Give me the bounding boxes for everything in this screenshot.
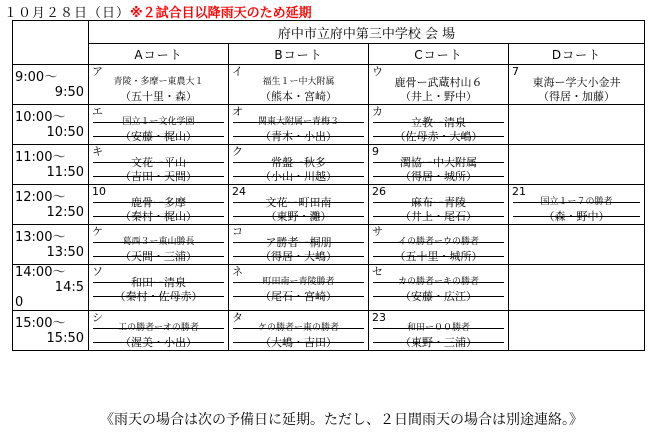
referees: （佐母赤・大嶋） [394, 130, 483, 143]
game-id: セ [372, 265, 383, 278]
game-id: ク [232, 145, 243, 158]
game-id: イ [232, 65, 243, 78]
game-id: 21 [512, 185, 526, 198]
match-teams: 町田南ー青陵勝者 [262, 277, 335, 287]
match-cell [369, 185, 509, 225]
game-id: カ [372, 105, 383, 118]
match-teams: 立教ー清泉 [411, 116, 466, 129]
end-time-wrap: 0 [15, 295, 24, 310]
postponed-strikethrough [233, 282, 364, 283]
date-label: １０月２８日（日） [4, 6, 131, 21]
referees: （森・野中） [543, 210, 610, 223]
postponed-strikethrough [233, 296, 364, 297]
match-teams: ケの勝者ー東の勝者 [257, 323, 339, 333]
postponed-strikethrough [373, 296, 504, 297]
postponed-strikethrough [93, 256, 224, 257]
match-cell [509, 65, 645, 105]
referees: （吉田・天間） [120, 170, 197, 183]
match-cell [89, 265, 229, 311]
empty-match-cell [509, 225, 645, 265]
venue-row [13, 21, 645, 44]
game-id: ネ [232, 265, 243, 278]
postponed-strikethrough [373, 328, 504, 329]
postponed-strikethrough [233, 162, 364, 163]
postponed-strikethrough [233, 176, 364, 177]
postponed-strikethrough [93, 328, 224, 329]
empty-match-cell [509, 311, 645, 351]
match-cell [369, 225, 509, 265]
empty-match-cell [509, 105, 645, 145]
postponed-strikethrough [233, 256, 364, 257]
game-id: 23 [372, 311, 386, 324]
match-teams: カの勝者ーキの勝者 [397, 277, 479, 287]
match-cell [229, 225, 369, 265]
end-time: 10:50 [46, 124, 84, 140]
postponed-strikethrough [93, 216, 224, 217]
time-slot-row [13, 185, 645, 225]
match-teams: 文花ー平山 [131, 156, 186, 169]
postponed-strikethrough [373, 256, 504, 257]
time-slot-row [13, 311, 645, 351]
empty-match-cell [509, 265, 645, 311]
game-id: ウ [372, 65, 383, 78]
match-cell [369, 265, 509, 311]
time-cell [13, 145, 89, 185]
start-time: 11:00～ [15, 149, 66, 165]
postponed-strikethrough [373, 136, 504, 137]
referees: （小山・川越） [260, 170, 337, 183]
match-teams: 国立１ー７の勝者 [540, 197, 613, 207]
game-id: オ [232, 105, 243, 118]
match-cell [369, 311, 509, 351]
match-teams: イの勝者ーウの勝者 [397, 237, 479, 247]
game-id: サ [372, 225, 383, 238]
match-teams: 和田ー００勝者 [406, 323, 470, 333]
time-cell [13, 105, 89, 145]
match-teams: 国立１ー文化学園 [122, 117, 195, 127]
postponed-strikethrough [233, 342, 364, 343]
time-cell [13, 311, 89, 351]
court-c-header: Cコート [369, 44, 509, 65]
end-time: 12:50 [46, 204, 84, 220]
match-teams: 麻布ー青陵 [411, 196, 466, 209]
court-a-header: Aコート [89, 44, 229, 65]
referees: （秦村・梶山） [120, 210, 197, 223]
game-id: ソ [92, 265, 103, 278]
postponed-strikethrough [93, 282, 224, 283]
referees: （五十里・森） [120, 90, 197, 103]
referees: （五十里・城所） [394, 250, 483, 263]
match-cell [369, 65, 509, 105]
game-id: 9 [372, 145, 379, 158]
postponed-strikethrough [373, 162, 504, 163]
schedule-body [13, 21, 645, 351]
postponed-strikethrough [93, 342, 224, 343]
postponed-strikethrough [373, 122, 504, 123]
game-id: 26 [372, 185, 386, 198]
end-time: 14:5 [54, 280, 84, 295]
game-id: タ [232, 311, 243, 324]
referees: （青木・小出） [260, 130, 337, 143]
postponed-strikethrough [373, 176, 504, 177]
game-id: エ [92, 105, 103, 118]
postponed-strikethrough [93, 176, 224, 177]
time-cell [13, 265, 89, 311]
match-teams: 濁協ー中大附属 [400, 156, 477, 169]
match-teams: 常盤ー秋多 [271, 156, 326, 169]
end-time: 13:50 [46, 244, 84, 260]
postponed-strikethrough [93, 296, 224, 297]
end-time: 9:50 [54, 84, 84, 100]
match-teams: 和田ー清泉 [131, 276, 186, 289]
match-cell [89, 65, 229, 105]
footer-note: 《雨天の場合は次の予備日に延期。ただし、２日間雨天の場合は別途連絡。》 [100, 412, 583, 428]
time-slot-row [13, 225, 645, 265]
start-time: 12:00～ [15, 189, 66, 205]
postponed-strikethrough [93, 162, 224, 163]
match-cell [229, 65, 369, 105]
header [4, 2, 312, 21]
referees: （秦村・佐母赤） [114, 290, 203, 303]
referees: （大嶋・吉田） [260, 336, 337, 349]
time-slot-row [13, 105, 645, 145]
match-teams: 葛西３ー東山勝長 [122, 237, 195, 247]
referees: （得居・加藤） [538, 90, 615, 103]
match-cell [229, 265, 369, 311]
match-cell [369, 105, 509, 145]
start-time: 14:00～ [15, 265, 66, 280]
time-cell [13, 185, 89, 225]
referees: （安藤・梶山） [120, 130, 197, 143]
match-cell [89, 105, 229, 145]
match-teams: 鹿骨ー武蔵村山６ [394, 76, 483, 89]
time-cell [13, 225, 89, 265]
time-slot-row [13, 65, 645, 105]
match-teams: ア勝者ー桐朋 [265, 236, 332, 249]
end-time: 15:50 [46, 330, 84, 346]
match-cell [89, 145, 229, 185]
postponed-strikethrough [93, 202, 224, 203]
game-id: シ [92, 311, 103, 324]
time-slot-row [13, 265, 645, 311]
postponed-strikethrough [233, 136, 364, 137]
game-id: ア [92, 65, 103, 78]
court-d-header: Dコート [509, 44, 645, 65]
match-teams: 東海ー学大小金井 [532, 76, 621, 89]
postponed-strikethrough [373, 342, 504, 343]
referees: （尾石・宮崎） [260, 290, 337, 303]
start-time: 13:00～ [15, 229, 66, 245]
postponed-strikethrough [233, 202, 364, 203]
match-cell [509, 185, 645, 225]
postponed-strikethrough [93, 136, 224, 137]
postponed-strikethrough [373, 242, 504, 243]
rain-notice: ※２試合目以降雨天のため延期 [130, 6, 312, 21]
match-teams: 青陵・多摩ー東農大１ [113, 77, 204, 87]
referees: （熊本・宮崎） [260, 90, 337, 103]
referees: （得居・城所） [400, 170, 477, 183]
match-cell [369, 145, 509, 185]
empty-match-cell [509, 145, 645, 185]
game-id: 7 [512, 65, 519, 78]
match-cell [229, 311, 369, 351]
referees: （東野・三浦） [400, 336, 477, 349]
game-id: キ [92, 145, 103, 158]
start-time: 15:00～ [15, 315, 66, 331]
referees: （安藤・広江） [400, 290, 477, 303]
game-id: 10 [92, 185, 106, 198]
game-id: 24 [232, 185, 246, 198]
corner-cell [13, 21, 89, 65]
postponed-strikethrough [373, 216, 504, 217]
postponed-strikethrough [93, 242, 224, 243]
match-teams: 福生１ー中大附属 [262, 77, 335, 87]
venue-title: 府中市立府中第三中学校 会 場 [89, 21, 645, 44]
match-cell [89, 225, 229, 265]
game-id: ケ [92, 225, 103, 238]
referees: （得居・大嶋） [260, 250, 337, 263]
postponed-strikethrough [233, 242, 364, 243]
end-time: 11:50 [46, 164, 84, 180]
postponed-strikethrough [373, 202, 504, 203]
match-cell [89, 311, 229, 351]
referees: （井上・野中） [400, 90, 477, 103]
match-cell [229, 105, 369, 145]
time-slot-row [13, 145, 645, 185]
postponed-strikethrough [233, 216, 364, 217]
match-teams: 関東大附属ー青梅３ [257, 117, 339, 127]
match-cell [229, 145, 369, 185]
match-teams: 工の勝者ーオの勝者 [118, 323, 199, 333]
schedule-table [12, 20, 645, 351]
postponed-strikethrough [233, 328, 364, 329]
referees: （東野・灘） [265, 210, 332, 223]
referees: （井上・尾石） [400, 210, 477, 223]
start-time: 10:00～ [15, 109, 66, 125]
court-b-header: Bコート [229, 44, 369, 65]
match-teams: 鹿骨ー多摩 [131, 196, 186, 209]
game-id: コ [232, 225, 243, 238]
postponed-strikethrough [93, 122, 224, 123]
start-time: 9:00～ [15, 69, 58, 85]
match-cell [89, 185, 229, 225]
referees: （渥美・小出） [120, 336, 197, 349]
match-teams: 文花ー町田南 [265, 196, 332, 209]
postponed-strikethrough [233, 122, 364, 123]
time-cell [13, 65, 89, 105]
postponed-strikethrough [513, 202, 640, 203]
match-cell [229, 185, 369, 225]
postponed-strikethrough [513, 216, 640, 217]
postponed-strikethrough [373, 282, 504, 283]
courts-row [13, 44, 645, 65]
referees: （天間・三浦） [120, 250, 197, 263]
